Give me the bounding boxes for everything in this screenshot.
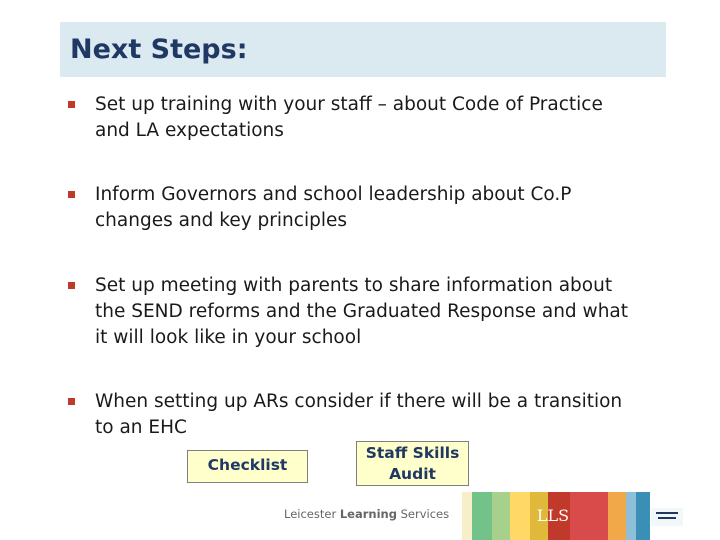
staff-skills-audit-button[interactable] [356, 441, 469, 486]
footer-stripe [626, 492, 636, 540]
square-bullet-icon [68, 101, 75, 108]
footer-stripe [492, 492, 510, 540]
footer-stripe [472, 492, 492, 540]
bullet-line: Inform Governors and school leadership about Co.P [95, 184, 572, 205]
checklist-button[interactable] [187, 450, 308, 483]
bullet-line: Set up training with your staff – about Code of Practice [95, 94, 603, 115]
title-banner [60, 22, 666, 77]
council-logo-icon [648, 470, 686, 532]
footer-brand-bold: Learning [339, 507, 397, 521]
footer-brand [284, 507, 449, 521]
bullet-line: changes and key principles [95, 210, 347, 231]
staff-audit-label-line2: Audit [389, 465, 436, 483]
bullet-item [68, 389, 668, 441]
bullet-item [68, 273, 668, 351]
square-bullet-icon [68, 282, 75, 289]
bullet-line: it will look like in your school [95, 327, 362, 348]
footer-stripe [510, 492, 530, 540]
bullet-item [68, 92, 668, 144]
staff-audit-label-line1: Staff Skills [365, 444, 460, 462]
footer-brand-prefix: Leicester [284, 507, 337, 521]
square-bullet-icon [68, 398, 75, 405]
footer-stripe [570, 492, 608, 540]
checklist-label: Checklist [207, 456, 288, 474]
footer-stripe [462, 492, 472, 540]
lls-logo: LLS [536, 506, 570, 525]
footer-brand-suffix: Services [400, 507, 450, 521]
bullet-item [68, 182, 668, 234]
page-title: Next Steps: [70, 34, 248, 65]
bullet-line: Set up meeting with parents to share information about [95, 275, 613, 296]
footer-stripe [608, 492, 626, 540]
bullet-line: and LA expectations [95, 120, 284, 141]
bullet-line: When setting up ARs consider if there will be a transition [95, 391, 623, 412]
bullet-line: the SEND reforms and the Graduated Response and what [95, 301, 629, 322]
bullet-line: to an EHC [95, 417, 187, 438]
square-bullet-icon [68, 191, 75, 198]
